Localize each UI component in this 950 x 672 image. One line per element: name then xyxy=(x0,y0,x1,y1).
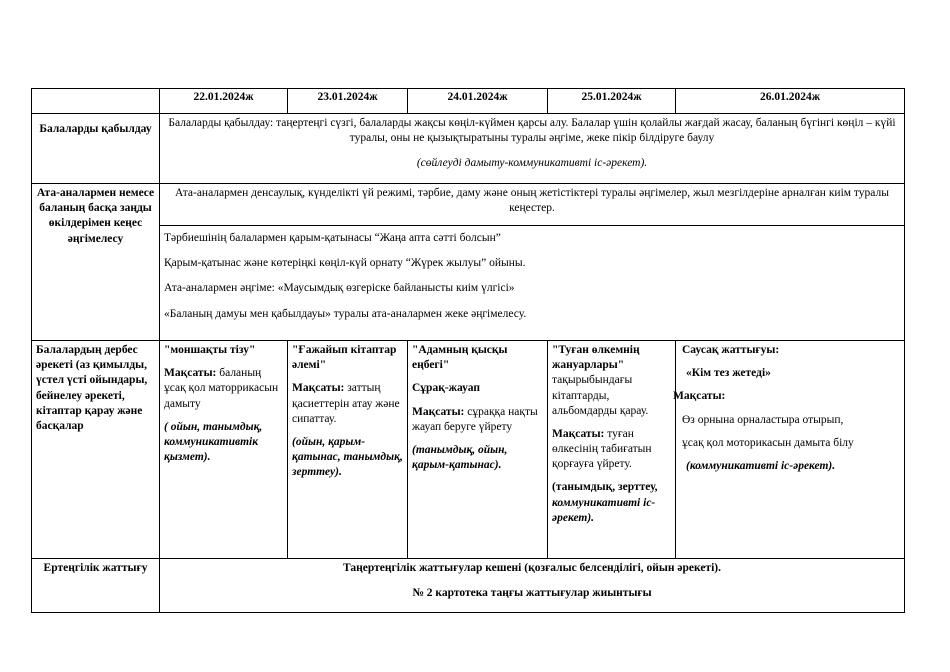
reception-note: (сөйлеуді дамыту-коммуникативті іс-әрекет). xyxy=(416,157,648,170)
header-empty-cell xyxy=(32,89,160,114)
parents-row-2 xyxy=(32,226,905,341)
activity-title: "Адамның қысқы еңбегі" xyxy=(412,344,508,372)
activities-row xyxy=(32,341,905,559)
date-cell: 24.01.2024ж xyxy=(408,89,548,114)
exercise-row xyxy=(32,559,905,613)
activity-title: "моншақты тізу" xyxy=(164,344,256,356)
reception-cell xyxy=(160,114,905,184)
activity-note: ( ойын, танымдық, коммуникативтік қызмет). xyxy=(164,420,263,464)
date-cell: 22.01.2024ж xyxy=(160,89,288,114)
activity-text: тақырыбындағы кітаптарды, альбомдарды қарау. xyxy=(552,374,649,417)
activity-title: "Ғажайып кітаптар әлемі" xyxy=(292,344,397,372)
parents-row-1 xyxy=(32,184,905,226)
goal-label: Мақсаты: xyxy=(552,427,605,440)
activity-note: (коммуникативті іс-әрекет). xyxy=(686,459,836,472)
parents-line: «Баланың дамуы мен қабылдауы» туралы ата-аналармен жеке әңгімелесу. xyxy=(164,307,527,320)
weekly-plan-table xyxy=(31,88,905,613)
reception-label: Балаларды қабылдау xyxy=(32,114,160,184)
goal-text: заттың қасиеттерін атау және сипаттау. xyxy=(292,382,400,425)
activity-line: Өз орнына орналастыра отырып, xyxy=(682,413,844,426)
reception-text: Балаларды қабылдау: таңертеңгі сүзгі, балаларды жақсы көңіл-күймен қарсы алу. Балалар үшін қолайлы жағдай жасау, баланың бүгінгі көңіл – күйі туралы, оны не қызықтыратыны туралы әңгіме, жеке пікір білдіруге баулу xyxy=(168,117,896,145)
goal-label: Мақсаты: xyxy=(673,390,726,403)
note-italic: коммуникативті іс-әрекет). xyxy=(552,496,656,524)
activity-day3 xyxy=(408,341,548,559)
exercise-line: Таңертеңгілік жаттығулар кешені (қозғалыс белсенділігі, ойын әрекеті). xyxy=(343,562,721,574)
activity-goal xyxy=(552,427,671,473)
header-row xyxy=(32,89,905,114)
parents-line: Тәрбиешінің балалармен қарым-қатынасы “Жаңа апта сәтті болсын” xyxy=(164,232,501,244)
activity-title: Саусақ жаттығуы: xyxy=(682,344,780,356)
exercise-label: Ертеңгілік жаттығу xyxy=(32,559,160,613)
activity-title: "Туған өлкемнің жануарлары" xyxy=(552,344,640,372)
exercise-cell xyxy=(160,559,905,613)
date-cell: 25.01.2024ж xyxy=(548,89,676,114)
note-plain: (танымдық, зерттеу, xyxy=(552,481,658,494)
date-cell: 23.01.2024ж xyxy=(288,89,408,114)
goal-text: баланың ұсақ қол маторрикасын дамыту xyxy=(164,367,279,410)
activity-note: (танымдық, ойын, қарым-қатынас). xyxy=(412,443,508,472)
activity-line: ұсақ қол моторикасын дамыта білу xyxy=(682,436,854,449)
exercise-line: № 2 картотека таңғы жаттығулар жиынтығы xyxy=(412,587,652,600)
activity-day1 xyxy=(160,341,288,559)
goal-text: сұраққа нақты жауап беруге үйрету xyxy=(412,405,538,433)
activity-day2 xyxy=(288,341,408,559)
activity-game: «Кім тез жетеді» xyxy=(686,367,771,380)
activity-note xyxy=(552,480,671,526)
goal-label: Мақсаты: xyxy=(292,382,345,395)
parents-lines-cell xyxy=(160,226,905,341)
activity-day5 xyxy=(673,341,905,559)
date-cell: 26.01.2024ж xyxy=(676,89,905,114)
reception-row xyxy=(32,114,905,184)
goal-label: Мақсаты: xyxy=(164,367,217,380)
activity-note: (ойын, қарым-қатынас, танымдық, зерттеу). xyxy=(292,435,403,479)
activity-subtitle: Сұрақ-жауап xyxy=(412,382,480,395)
activity-goal xyxy=(164,366,283,412)
activities-label: Балалардың дербес әрекеті (аз қимылды, үстел үсті ойындары, бейнелеу әрекеті, кітаптар қарау және басқалар xyxy=(32,341,160,559)
parents-line: Қарым-қатынас және көтеріңкі көңіл-күй орнату “Жүрек жылуы” ойыны. xyxy=(164,257,526,270)
parents-label: Ата-аналармен немесе баланың басқа заңды өкілдерімен кеңес әңгімелесу xyxy=(32,184,160,341)
activity-goal xyxy=(412,405,543,435)
activity-day4 xyxy=(548,341,676,559)
activity-goal xyxy=(292,381,403,427)
parents-line: Ата-аналармен әңгіме: «Маусымдық өзгеріске байланысты киім үлгісі» xyxy=(164,282,515,295)
goal-text: туған өлкесінің табиғатын қорғауға үйрету. xyxy=(552,427,652,471)
goal-label: Мақсаты: xyxy=(412,405,465,418)
parents-text: Ата-аналармен денсаулық, күнделікті үй режимі, тәрбие, даму және оның жетістіктері туралы әңгімелер, жыл мезгілдеріне арналған киім туралы кеңестер. xyxy=(160,184,905,226)
